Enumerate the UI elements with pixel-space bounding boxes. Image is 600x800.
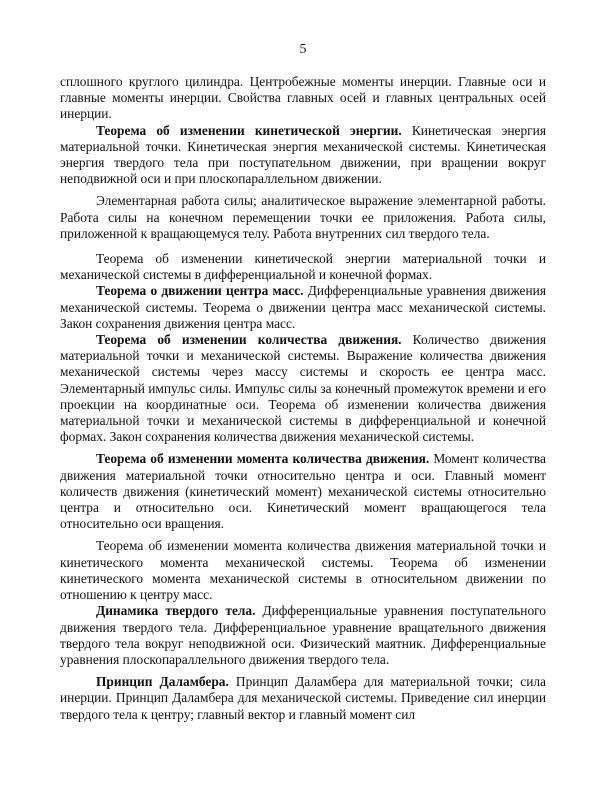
paragraph-text: Элементарная работа силы; аналитическое выражение элементарной работы. Работа силы на конечном перемещении точки ее приложения. Работа силы, приложенной к вращающемуся телу. Работа внутренних сил твердого тела. [60, 193, 546, 241]
paragraph-text: Теорема об изменении момента количества движения материальной точки и кинетического момента механической системы. Теорема об изменении кинетического момента механической системы в относительном движении по отношению к центру масс. [60, 538, 546, 603]
paragraph-text: Количество движения материальной точки и механической системы. Выражение количества движения механической системы через массу системы и скорость ее центра масс. Элементарный импульс силы. Импульс силы за конечный промежуток времени и его проекции на координатные оси. Теорема об изменении количества движения материальной точки и механической системы в дифференциальной и конечной формах. Закон сохранения количества движения механической системы. [60, 332, 546, 445]
paragraph-inertia-axes [60, 74, 546, 123]
paragraph-text: Дифференциальные уравнения поступательного движения твердого тела. Дифференциальное уравнение вращательного движения твердого тела вокруг неподвижной оси. Физический маятник. Дифференциальные уравнения плоскопараллельного движения твердого тела. [60, 603, 547, 667]
paragraph-kinetic-energy-theorem [60, 123, 546, 188]
document-page [60, 42, 546, 723]
page-number: 5 [299, 42, 307, 57]
section-heading: Теорема об изменении кинетической энергии. [96, 122, 402, 138]
section-heading: Теорема об изменении количества движения. [96, 332, 402, 348]
paragraph-angular-momentum-theorem [60, 451, 546, 532]
section-heading: Теорема об изменении момента количества движения. [96, 451, 430, 467]
paragraph-text: Кинетическая энергия материальной точки. Кинетическая энергия механической системы. Кинетическая энергия твердого тела при поступательном движении, при вращении вокруг неподвижной оси и при плоскопараллельном движении. [60, 122, 546, 187]
paragraph-momentum-theorem [60, 332, 546, 445]
paragraph-dalembert-principle [60, 674, 546, 723]
paragraph-rigid-body-dynamics [60, 603, 546, 668]
paragraph-center-of-mass-theorem [60, 283, 546, 332]
paragraph-kinetic-energy-forms [60, 251, 546, 283]
paragraph-text: Дифференциальные уравнения движения механической системы. Теорема о движении центра масс механической системы. Закон сохранения движения центра масс. [60, 283, 546, 331]
paragraph-text: Теорема об изменении кинетической энергии материальной точки и механической системы в дифференциальной и конечной формах. [60, 251, 546, 283]
section-heading: Теорема о движении центра масс. [96, 283, 304, 299]
paragraph-kinetic-moment-theorem [60, 538, 546, 603]
paragraph-elementary-work [60, 193, 546, 242]
section-heading: Принцип Даламбера. [96, 674, 229, 690]
paragraph-text: Принцип Даламбера для материальной точки; сила инерции. Принцип Даламбера для механической системы. Приведение сил инерции твердого тела к центру; главный вектор и главный момент сил [60, 674, 546, 722]
paragraph-text: сплошного круглого цилиндра. Центробежные моменты инерции. Главные оси и главные моменты инерции. Свойства главных осей и главных центральных осей инерции. [60, 74, 546, 122]
section-heading: Динамика твердого тела. [96, 603, 256, 619]
paragraph-text: Момент количества движения материальной точки относительно центра и оси. Главный момент количеств движения (кинетический момент) механической системы относительно центра и относительно оси. Кинетический момент вращающегося тела относительно оси вращения. [60, 451, 546, 532]
